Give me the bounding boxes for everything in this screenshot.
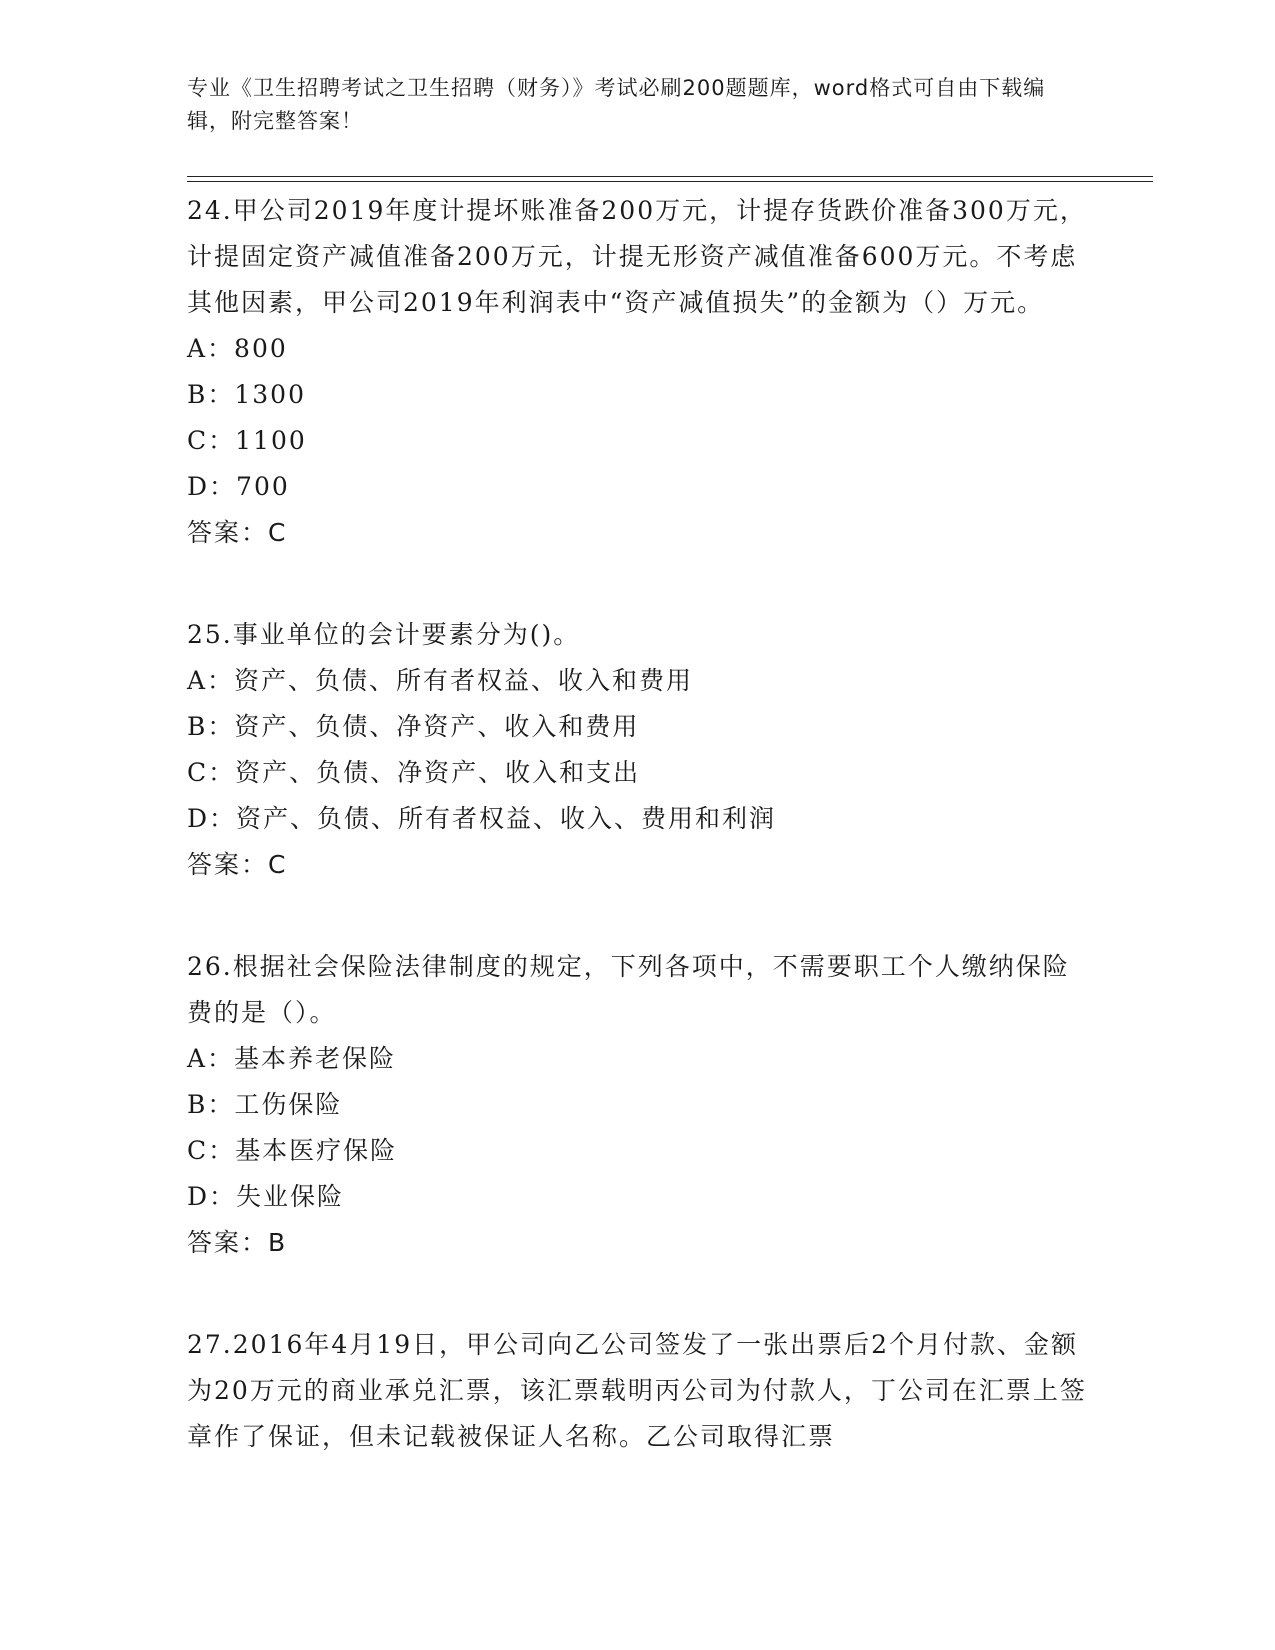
- option-b: B：资产、负债、净资产、收入和费用: [187, 712, 640, 741]
- answer: 答案：C: [187, 518, 288, 547]
- option-d: D：700: [187, 472, 290, 501]
- header-text: 专业《卫生招聘考试之卫生招聘（财务）》考试必刷200题题库，word格式可自由下载编辑，附完整答案！: [187, 76, 1046, 133]
- question-25: [187, 612, 1087, 888]
- question-27: [187, 1322, 1087, 1460]
- question-text: 27.2016年4月19日，甲公司向乙公司签发了一张出票后2个月付款、金额为20万元的商业承兑汇票，该汇票载明丙公司为付款人，丁公司在汇票上签章作了保证，但未记载被保证人名称。乙公司取得汇票: [187, 1330, 1087, 1451]
- option-b: B：1300: [187, 380, 306, 409]
- document-header: [187, 72, 1087, 138]
- option-c: C：基本医疗保险: [187, 1136, 398, 1165]
- header-divider-bottom: [187, 181, 1153, 182]
- option-c: C：资产、负债、净资产、收入和支出: [187, 758, 641, 787]
- question-text: 24.甲公司2019年度计提坏账准备200万元，计提存货跌价准备300万元，计提固定资产减值准备200万元，计提无形资产减值准备600万元。不考虑其他因素，甲公司2019年利润表中“资产减值损失”的金额为（）万元。: [187, 196, 1087, 317]
- answer: 答案：B: [187, 1228, 288, 1257]
- option-a: A：资产、负债、所有者权益、收入和费用: [187, 666, 694, 695]
- header-divider-top: [187, 176, 1153, 177]
- option-d: D：资产、负债、所有者权益、收入、费用和利润: [187, 804, 777, 833]
- question-26: [187, 944, 1087, 1266]
- answer: 答案：C: [187, 850, 288, 879]
- question-list: [187, 188, 1087, 1460]
- option-a: A：800: [187, 334, 288, 363]
- option-a: A：基本养老保险: [187, 1044, 397, 1073]
- question-text: 26.根据社会保险法律制度的规定，下列各项中，不需要职工个人缴纳保险费的是（）。: [187, 952, 1070, 1027]
- question-24: [187, 188, 1087, 556]
- option-d: D：失业保险: [187, 1182, 345, 1211]
- option-c: C：1100: [187, 426, 307, 455]
- option-b: B：工伤保险: [187, 1090, 343, 1119]
- question-text: 25.事业单位的会计要素分为()。: [187, 620, 581, 649]
